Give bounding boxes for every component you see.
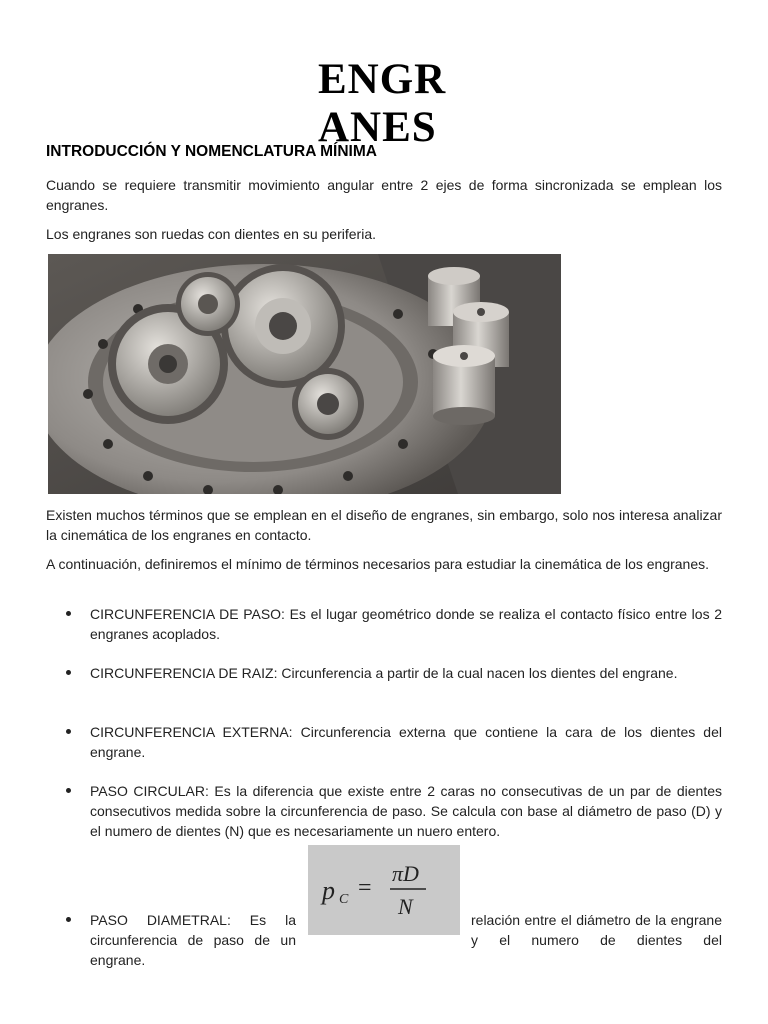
paso-diametral-right: relación entre el diámetro de la engrane y el numero de dientes del [471,912,722,948]
formula-image [308,845,460,935]
definition-item: CIRCUNFERENCIA DE RAIZ: Circunferencia a partir de la cual nacen los dientes del engrane. [90,665,678,681]
definition-item: CIRCUNFERENCIA DE PASO: Es el lugar geométrico donde se realiza el contacto físico entre los 2 engranes acoplados. [90,606,722,642]
section-heading: INTRODUCCIÓN Y NOMENCLATURA MÍNIMA [46,143,377,160]
formula-equals: = [358,875,372,901]
gears-photo-illustration [48,254,561,494]
definition-item: PASO CIRCULAR: Es la diferencia que existe entre 2 caras no consecutivas de un par de dientes consecutivos medida sobre la circunferencia de paso. Se calcula con base al diámetro de paso (D) y el numero de dientes (N) que es necesariamente un nuero entero. [90,783,722,839]
bullet-icon [66,611,74,619]
gears-photo [48,254,561,494]
formula-lhs-sub: C [339,892,349,907]
paso-diametral-left: PASO DIAMETRAL: Es la circunferencia de paso de un [90,912,296,948]
paragraph-3: Existen muchos términos que se emplean en el diseño de engranes, sin embargo, solo nos interesa analizar la cinemática de los engranes en contacto. [46,507,722,543]
paragraph-4: A continuación, definiremos el mínimo de términos necesarios para estudiar la cinemática de los engranes. [46,556,710,572]
formula-graphic [308,845,460,935]
bullet-icon [66,729,74,737]
formula-numerator: πD [392,861,419,886]
bullet-icon [66,670,74,678]
formula-denominator: N [398,894,413,919]
bullet-icon [66,788,74,796]
formula-lhs: p [322,876,335,905]
bullet-icon [66,917,74,925]
paragraph-2: Los engranes son ruedas con dientes en su periferia. [46,226,376,242]
paso-diametral-tail: engrane. [90,952,146,968]
paragraph-1: Cuando se requiere transmitir movimiento angular entre 2 ejes de forma sincronizada se emplean los engranes. [46,177,722,213]
definition-item: CIRCUNFERENCIA EXTERNA: Circunferencia externa que contiene la cara de los dientes del engrane. [90,724,722,760]
document-title: ENGRANES [318,56,447,151]
